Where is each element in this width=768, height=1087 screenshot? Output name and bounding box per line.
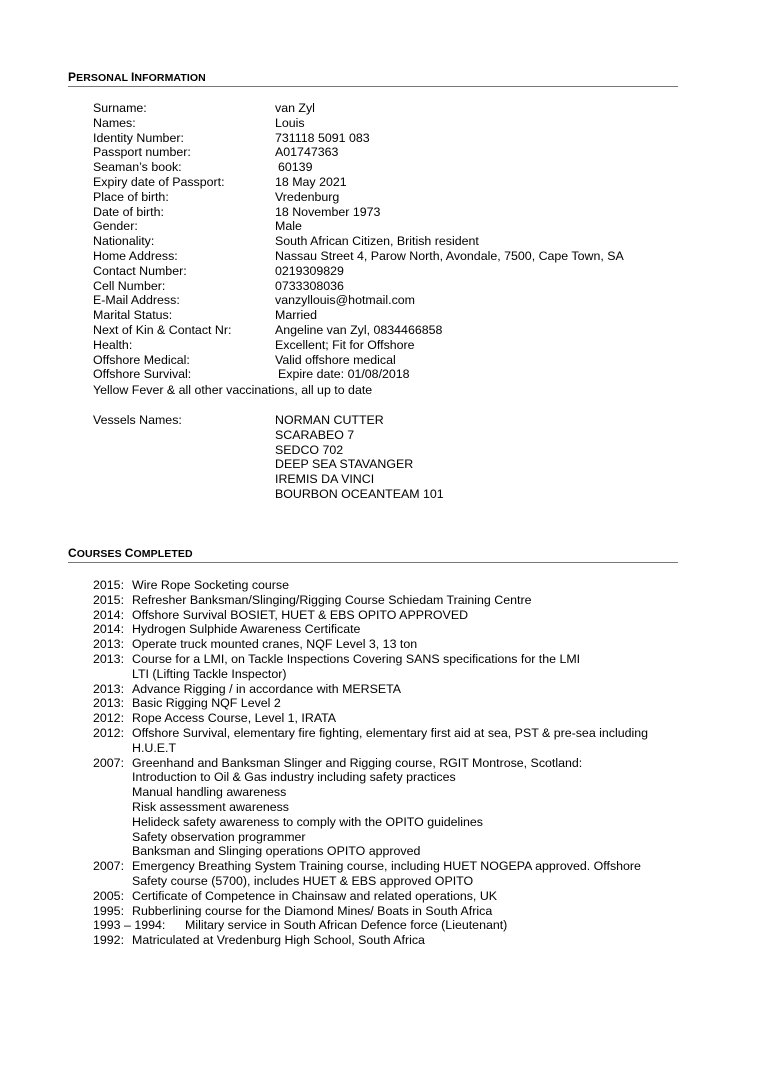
course-year: 1995: [93,903,125,918]
course-line: Rope Access Course, Level 1, IRATA [132,711,337,726]
course-line: Course for a LMI, on Tackle Inspections Covering SANS specifications for the LMI [132,651,581,666]
course-entry [93,859,648,889]
info-label: Passport number: [93,145,191,160]
heading-initial: I [130,70,135,84]
heading-text: OURSES [76,548,125,560]
info-value: Louis [275,115,305,130]
course-year: 2015: [93,592,125,607]
course-line: Offshore Survival BOSIET, HUET & EBS OPITO APPROVED [132,607,469,622]
course-entry [93,756,648,860]
course-entry [93,578,648,593]
info-label: Offshore Medical: [93,352,190,367]
info-value: 18 November 1973 [275,204,381,219]
vessels-label: Vessels Names: [93,413,182,427]
vessel-name: NORMAN CUTTER [275,413,384,427]
course-description [93,593,648,608]
heading-text: OMPLETED [133,548,193,560]
heading-text: ERSONAL [76,72,131,84]
course-entry [93,696,648,711]
course-year: 1993 – 1994: [93,918,166,933]
info-value: 0219309829 [275,263,344,278]
info-label: Health: [93,337,133,352]
info-label: Date of birth: [93,204,164,219]
course-line: Operate truck mounted cranes, NQF Level 3, 13 ton [132,637,418,652]
course-line: Basic Rigging NQF Level 2 [132,696,281,711]
course-line: Military service in South African Defence force (Lieutenant) [185,918,508,933]
course-year: 2007: [93,859,125,874]
course-entry [93,918,648,933]
course-year: 2014: [93,622,125,637]
vessel-name: SCARABEO 7 [275,427,355,442]
info-value: Excellent; Fit for Offshore [275,337,415,352]
course-line: Wire Rope Socketing course [132,578,290,592]
info-value: 18 May 2021 [275,174,347,189]
course-description [93,859,648,889]
info-value: Nassau Street 4, Parow North, Avondale, 7500, Cape Town, SA [275,248,624,263]
course-line: Emergency Breathing System Training course, including HUET NOGEPA approved. Offshore [132,859,641,874]
heading-text: NFORMATION [134,72,206,84]
course-description [93,918,648,933]
course-year: 1992: [93,933,125,948]
course-entry [93,904,648,919]
course-line: Rubberlining course for the Diamond Mines/ Boats in South Africa [132,903,493,918]
info-value: 0733308036 [275,278,344,293]
course-description [93,652,648,682]
course-entry [93,682,648,697]
course-line: Offshore Survival, elementary fire fighting, elementary first aid at sea, PST & pre-sea including [132,725,649,740]
course-description [93,682,648,697]
course-description [93,608,648,623]
course-line: Certificate of Competence in Chainsaw and related operations, UK [132,888,498,903]
info-label: Next of Kin & Contact Nr: [93,322,232,337]
course-description [93,578,648,593]
info-label: Marital Status: [93,308,173,323]
info-label: Nationality: [93,234,155,249]
vessel-name: SEDCO 702 [275,442,344,457]
section-divider [68,562,678,563]
course-line: Risk assessment awareness [132,799,290,814]
course-line: Banksman and Slinging operations OPITO approved [132,844,421,859]
course-year: 2013: [93,637,125,652]
info-value: van Zyl [275,101,315,115]
info-value: South African Citizen, British resident [275,234,479,249]
info-value: 731118 5091 083 [275,130,370,145]
info-label: Expiry date of Passport: [93,174,225,189]
course-entry [93,608,648,623]
course-description [93,889,648,904]
course-description [93,637,648,652]
info-label: Cell Number: [93,278,166,293]
course-line: Hydrogen Sulphide Awareness Certificate [132,622,361,637]
info-label: Contact Number: [93,263,187,278]
course-year: 2012: [93,725,125,740]
info-value: A01747363 [275,145,339,160]
course-line: Refresher Banksman/Slinging/Rigging Course Schiedam Training Centre [132,592,532,607]
course-line: Safety course (5700), includes HUET & EBS approved OPITO [132,873,474,888]
info-value: Male [275,219,302,234]
course-year: 2013: [93,696,125,711]
course-year: 2007: [93,755,125,770]
info-label: Place of birth: [93,189,169,204]
info-label: Names: [93,115,136,130]
vessel-name: DEEP SEA STAVANGER [275,457,414,472]
heading-initial: C [68,546,77,560]
info-label: E-Mail Address: [93,293,180,308]
course-line: Helideck safety awareness to comply with the OPITO guidelines [132,814,484,829]
course-year: 2005: [93,888,125,903]
courses-list [93,578,648,948]
course-description [93,622,648,637]
course-description [93,711,648,726]
info-value: Expire date: 01/08/2018 [278,367,410,382]
info-label: Home Address: [93,248,178,263]
info-label: Surname: [93,101,147,115]
course-entry [93,711,648,726]
course-description [93,696,648,711]
course-year: 2015: [93,578,125,592]
course-description [93,904,648,919]
info-value: 60139 [278,160,313,175]
course-year: 2013: [93,651,125,666]
course-entry [93,889,648,904]
heading-initial: P [68,70,77,84]
info-value: Vredenburg [275,189,340,204]
course-line: Greenhand and Banksman Slinger and Rigging course, RGIT Montrose, Scotland: [132,755,583,770]
course-line: Introduction to Oil & Gas industry including safety practices [132,770,456,785]
info-value: vanzyllouis@hotmail.com [275,293,415,308]
course-description [93,756,648,860]
info-label: Identity Number: [93,130,184,145]
course-line: Advance Rigging / in accordance with MERSETA [132,681,402,696]
course-year: 2013: [93,681,125,696]
course-entry [93,637,648,652]
info-label: Seaman’s book: [93,160,182,175]
course-entry [93,652,648,682]
section-divider [68,86,678,87]
course-entry [93,726,648,756]
info-value: Married [275,308,317,323]
course-entry [93,933,648,948]
course-year: 2014: [93,607,125,622]
course-line: LTI (Lifting Tackle Inspector) [132,666,287,681]
info-value: Angeline van Zyl, 0834466858 [275,322,443,337]
course-line: Safety observation programmer [132,829,306,844]
course-entry [93,622,648,637]
info-value: Valid offshore medical [275,352,396,367]
course-line: H.U.E.T [132,740,177,755]
vessel-name: BOURBON OCEANTEAM 101 [275,486,444,501]
course-line: Matriculated at Vredenburg High School, South Africa [132,933,425,948]
courses-completed-heading [68,546,193,560]
course-entry [93,593,648,608]
course-year: 2012: [93,711,125,726]
vaccinations-line: Yellow Fever & all other vaccinations, all up to date [93,383,373,397]
vessels-list [275,413,444,502]
course-description [93,933,648,948]
heading-initial: C [124,546,134,560]
vessel-name: IREMIS DA VINCI [275,472,375,487]
info-label: Gender: [93,219,138,234]
course-description [93,726,648,756]
personal-information-heading [68,70,206,84]
info-label: Offshore Survival: [93,367,192,382]
course-line: Manual handling awareness [132,785,287,800]
